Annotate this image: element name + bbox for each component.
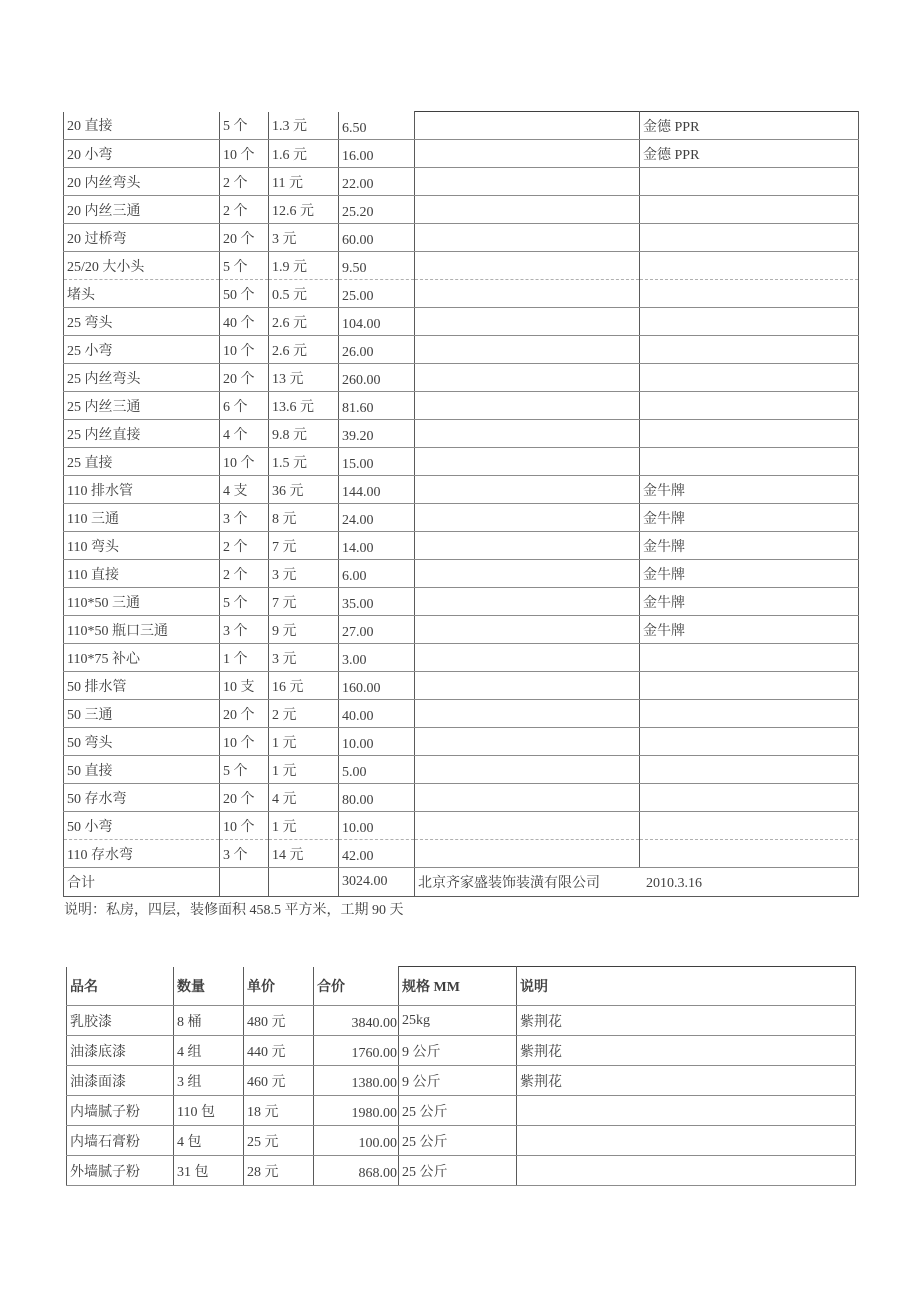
cell-qty: 2 个	[220, 532, 269, 560]
cell-blank	[415, 140, 640, 168]
cell-total: 25.00	[339, 280, 415, 308]
table-row	[64, 812, 859, 840]
cell-qty: 5 个	[220, 588, 269, 616]
cell-blank	[415, 812, 640, 840]
cell-spec: 9 公斤	[399, 1066, 517, 1096]
cell-name: 110 弯头	[64, 532, 220, 560]
cell-unit-price: 4 元	[269, 784, 339, 812]
cell-total: 26.00	[339, 336, 415, 364]
cell-name: 110*75 补心	[64, 644, 220, 672]
cell-brand	[640, 280, 859, 308]
table-row	[64, 476, 859, 504]
cell-blank	[415, 700, 640, 728]
cell-name: 110*50 三通	[64, 588, 220, 616]
cell-unit-price: 1 元	[269, 756, 339, 784]
cell-blank	[415, 168, 640, 196]
cell-unit-price: 460 元	[244, 1066, 314, 1096]
cell-blank	[415, 476, 640, 504]
table-row	[64, 728, 859, 756]
cell-unit-price: 16 元	[269, 672, 339, 700]
cell-brand	[640, 308, 859, 336]
cell-brand	[640, 196, 859, 224]
cell-brand	[640, 840, 859, 868]
cell-blank	[415, 644, 640, 672]
cell-unit-price: 9.8 元	[269, 420, 339, 448]
cell-unit-price: 25 元	[244, 1126, 314, 1156]
cell-total: 14.00	[339, 532, 415, 560]
cell-blank	[415, 252, 640, 280]
table-row	[64, 280, 859, 308]
header-unit-price: 单价	[244, 967, 314, 1006]
cell-unit-price: 1 元	[269, 812, 339, 840]
cell-qty: 10 个	[220, 140, 269, 168]
cell-qty: 10 个	[220, 812, 269, 840]
cell-unit-price: 3 元	[269, 644, 339, 672]
table-row	[64, 448, 859, 476]
cell-unit-price: 1.9 元	[269, 252, 339, 280]
cell-spec: 9 公斤	[399, 1036, 517, 1066]
table-row	[64, 504, 859, 532]
cell-qty: 5 个	[220, 756, 269, 784]
cell-unit-price: 14 元	[269, 840, 339, 868]
cell-note	[517, 1156, 856, 1186]
cell-brand	[640, 392, 859, 420]
table-row	[64, 672, 859, 700]
cell-name: 50 三通	[64, 700, 220, 728]
cell-spec: 25 公斤	[399, 1126, 517, 1156]
cell-brand: 金牛牌	[640, 588, 859, 616]
cell-name: 内墙石膏粉	[67, 1126, 174, 1156]
cell-name: 油漆底漆	[67, 1036, 174, 1066]
cell-brand	[640, 812, 859, 840]
header-name: 品名	[67, 967, 174, 1006]
cell-total: 60.00	[339, 224, 415, 252]
company-date-cell	[415, 868, 859, 897]
cell-qty: 8 桶	[174, 1006, 244, 1036]
cell-unit-price: 2.6 元	[269, 336, 339, 364]
cell-total: 40.00	[339, 700, 415, 728]
cell-name: 20 内丝弯头	[64, 168, 220, 196]
cell-total: 16.00	[339, 140, 415, 168]
cell-name: 25 内丝直接	[64, 420, 220, 448]
cell-total: 22.00	[339, 168, 415, 196]
cell-blank	[415, 224, 640, 252]
cell-name: 25 小弯	[64, 336, 220, 364]
cell-qty: 4 支	[220, 476, 269, 504]
cell-name: 110 排水管	[64, 476, 220, 504]
cell-name: 50 小弯	[64, 812, 220, 840]
plumbing-materials-table	[63, 111, 859, 897]
cell-name: 50 直接	[64, 756, 220, 784]
table-row	[64, 756, 859, 784]
cell-name: 乳胶漆	[67, 1006, 174, 1036]
cell-unit-price: 12.6 元	[269, 196, 339, 224]
cell-brand: 金德 PPR	[640, 112, 859, 140]
cell-blank	[415, 504, 640, 532]
cell-name: 110*50 瓶口三通	[64, 616, 220, 644]
cell-qty: 20 个	[220, 700, 269, 728]
cell-total: 27.00	[339, 616, 415, 644]
cell-brand	[640, 168, 859, 196]
cell-blank	[220, 868, 269, 897]
table-row	[64, 420, 859, 448]
cell-unit-price: 28 元	[244, 1156, 314, 1186]
cell-total: 1980.00	[314, 1096, 399, 1126]
table-row	[64, 308, 859, 336]
cell-blank	[415, 392, 640, 420]
cell-brand	[640, 448, 859, 476]
header-qty: 数量	[174, 967, 244, 1006]
cell-qty: 10 个	[220, 336, 269, 364]
cell-name: 油漆面漆	[67, 1066, 174, 1096]
cell-brand	[640, 728, 859, 756]
cell-total: 144.00	[339, 476, 415, 504]
cell-name: 50 弯头	[64, 728, 220, 756]
cell-brand	[640, 420, 859, 448]
cell-blank	[415, 784, 640, 812]
date: 2010.3.16	[646, 876, 702, 891]
cell-unit-price: 3 元	[269, 224, 339, 252]
cell-unit-price: 0.5 元	[269, 280, 339, 308]
cell-unit-price: 2 元	[269, 700, 339, 728]
cell-qty: 1 个	[220, 644, 269, 672]
cell-total: 160.00	[339, 672, 415, 700]
total-label: 合计	[64, 868, 220, 897]
cell-blank	[415, 840, 640, 868]
cell-qty: 10 个	[220, 728, 269, 756]
paint-rows	[67, 1006, 856, 1186]
cell-spec: 25 公斤	[399, 1096, 517, 1126]
cell-note: 紫荆花	[517, 1066, 856, 1096]
cell-total: 42.00	[339, 840, 415, 868]
cell-qty: 2 个	[220, 560, 269, 588]
cell-name: 110 直接	[64, 560, 220, 588]
cell-blank	[415, 196, 640, 224]
cell-unit-price: 1.3 元	[269, 112, 339, 140]
cell-name: 110 三通	[64, 504, 220, 532]
cell-unit-price: 13.6 元	[269, 392, 339, 420]
cell-brand	[640, 784, 859, 812]
cell-spec: 25 公斤	[399, 1156, 517, 1186]
cell-brand	[640, 756, 859, 784]
cell-blank	[415, 728, 640, 756]
cell-total: 868.00	[314, 1156, 399, 1186]
table-row	[64, 700, 859, 728]
cell-qty: 2 个	[220, 168, 269, 196]
header-total: 合价	[314, 967, 399, 1006]
cell-name: 50 存水弯	[64, 784, 220, 812]
cell-blank	[415, 560, 640, 588]
cell-name: 20 小弯	[64, 140, 220, 168]
cell-qty: 3 组	[174, 1066, 244, 1096]
cell-total: 15.00	[339, 448, 415, 476]
table-row	[64, 392, 859, 420]
cell-name: 25 内丝三通	[64, 392, 220, 420]
cell-name: 50 排水管	[64, 672, 220, 700]
table-row	[64, 840, 859, 868]
cell-unit-price: 11 元	[269, 168, 339, 196]
cell-total: 5.00	[339, 756, 415, 784]
cell-blank	[415, 280, 640, 308]
cell-name: 外墙腻子粉	[67, 1156, 174, 1186]
cell-qty: 110 包	[174, 1096, 244, 1126]
cell-note: 紫荆花	[517, 1006, 856, 1036]
table-row	[67, 1096, 856, 1126]
cell-total: 10.00	[339, 728, 415, 756]
cell-unit-price: 8 元	[269, 504, 339, 532]
cell-unit-price: 2.6 元	[269, 308, 339, 336]
cell-qty: 2 个	[220, 196, 269, 224]
table-row	[67, 1126, 856, 1156]
cell-blank	[415, 756, 640, 784]
cell-blank	[415, 532, 640, 560]
cell-total: 100.00	[314, 1126, 399, 1156]
cell-brand: 金牛牌	[640, 476, 859, 504]
cell-name: 20 过桥弯	[64, 224, 220, 252]
cell-brand: 金牛牌	[640, 616, 859, 644]
cell-unit-price: 1 元	[269, 728, 339, 756]
cell-name: 25 弯头	[64, 308, 220, 336]
table-row	[64, 196, 859, 224]
cell-unit-price: 9 元	[269, 616, 339, 644]
cell-blank	[415, 308, 640, 336]
cell-name: 110 存水弯	[64, 840, 220, 868]
cell-unit-price: 3 元	[269, 560, 339, 588]
cell-qty: 20 个	[220, 364, 269, 392]
total-row	[64, 868, 859, 897]
cell-brand	[640, 252, 859, 280]
table-row	[64, 168, 859, 196]
table-row	[64, 644, 859, 672]
cell-total: 1760.00	[314, 1036, 399, 1066]
table-row	[67, 1066, 856, 1096]
table-row	[64, 784, 859, 812]
cell-unit-price: 7 元	[269, 532, 339, 560]
cell-name: 堵头	[64, 280, 220, 308]
cell-qty: 3 个	[220, 840, 269, 868]
cell-total: 10.00	[339, 812, 415, 840]
paint-materials-table	[66, 966, 856, 1186]
cell-blank	[415, 112, 640, 140]
remark-line: 说明：私房，四层，装修面积 458.5 平方米，工期 90 天	[64, 903, 404, 918]
cell-name: 25/20 大小头	[64, 252, 220, 280]
cell-qty: 3 个	[220, 504, 269, 532]
cell-brand: 金德 PPR	[640, 140, 859, 168]
cell-unit-price: 36 元	[269, 476, 339, 504]
cell-total: 1380.00	[314, 1066, 399, 1096]
cell-blank	[415, 336, 640, 364]
cell-brand: 金牛牌	[640, 532, 859, 560]
cell-qty: 20 个	[220, 224, 269, 252]
table-row	[64, 560, 859, 588]
header-spec: 规格 MM	[399, 967, 517, 1006]
cell-note	[517, 1126, 856, 1156]
table-row	[64, 112, 859, 140]
plumbing-rows	[64, 112, 859, 868]
cell-qty: 10 支	[220, 672, 269, 700]
cell-total: 6.50	[339, 112, 415, 140]
cell-blank	[415, 588, 640, 616]
table-row	[64, 532, 859, 560]
cell-brand: 金牛牌	[640, 504, 859, 532]
cell-note	[517, 1096, 856, 1126]
table-row	[67, 1036, 856, 1066]
cell-blank	[415, 448, 640, 476]
cell-total: 260.00	[339, 364, 415, 392]
table-row	[64, 224, 859, 252]
cell-unit-price: 18 元	[244, 1096, 314, 1126]
cell-total: 104.00	[339, 308, 415, 336]
cell-name: 25 直接	[64, 448, 220, 476]
cell-total: 6.00	[339, 560, 415, 588]
cell-qty: 31 包	[174, 1156, 244, 1186]
cell-unit-price: 480 元	[244, 1006, 314, 1036]
cell-note: 紫荆花	[517, 1036, 856, 1066]
company-name: 北京齐家盛装饰装潢有限公司	[418, 876, 600, 891]
table-row	[67, 1006, 856, 1036]
cell-total: 24.00	[339, 504, 415, 532]
cell-brand	[640, 672, 859, 700]
cell-blank	[415, 364, 640, 392]
cell-blank	[415, 616, 640, 644]
cell-qty: 20 个	[220, 784, 269, 812]
cell-total: 3.00	[339, 644, 415, 672]
cell-total: 25.20	[339, 196, 415, 224]
table-row	[64, 364, 859, 392]
cell-brand	[640, 644, 859, 672]
cell-unit-price: 13 元	[269, 364, 339, 392]
cell-blank	[269, 868, 339, 897]
table-row	[64, 140, 859, 168]
cell-brand	[640, 224, 859, 252]
cell-total: 9.50	[339, 252, 415, 280]
header-note: 说明	[517, 967, 856, 1006]
cell-qty: 5 个	[220, 252, 269, 280]
cell-unit-price: 7 元	[269, 588, 339, 616]
plumbing-total-section	[64, 868, 859, 897]
cell-unit-price: 440 元	[244, 1036, 314, 1066]
cell-qty: 4 个	[220, 420, 269, 448]
cell-brand	[640, 700, 859, 728]
cell-name: 25 内丝弯头	[64, 364, 220, 392]
cell-brand: 金牛牌	[640, 560, 859, 588]
cell-qty: 6 个	[220, 392, 269, 420]
cell-qty: 40 个	[220, 308, 269, 336]
cell-qty: 4 组	[174, 1036, 244, 1066]
cell-unit-price: 1.5 元	[269, 448, 339, 476]
table-row	[64, 252, 859, 280]
cell-name: 内墙腻子粉	[67, 1096, 174, 1126]
cell-total: 35.00	[339, 588, 415, 616]
cell-blank	[415, 672, 640, 700]
cell-total: 3840.00	[314, 1006, 399, 1036]
cell-qty: 50 个	[220, 280, 269, 308]
paint-header-row	[67, 967, 856, 1006]
cell-spec: 25kg	[399, 1006, 517, 1036]
cell-qty: 4 包	[174, 1126, 244, 1156]
cell-brand	[640, 336, 859, 364]
table-row	[64, 588, 859, 616]
cell-name: 20 内丝三通	[64, 196, 220, 224]
cell-name: 20 直接	[64, 112, 220, 140]
total-amount: 3024.00	[339, 868, 415, 897]
table-row	[64, 616, 859, 644]
cell-qty: 10 个	[220, 448, 269, 476]
cell-unit-price: 1.6 元	[269, 140, 339, 168]
cell-blank	[415, 420, 640, 448]
table-row	[64, 336, 859, 364]
cell-total: 81.60	[339, 392, 415, 420]
cell-total: 80.00	[339, 784, 415, 812]
cell-qty: 5 个	[220, 112, 269, 140]
cell-qty: 3 个	[220, 616, 269, 644]
cell-total: 39.20	[339, 420, 415, 448]
cell-brand	[640, 364, 859, 392]
table-row	[67, 1156, 856, 1186]
